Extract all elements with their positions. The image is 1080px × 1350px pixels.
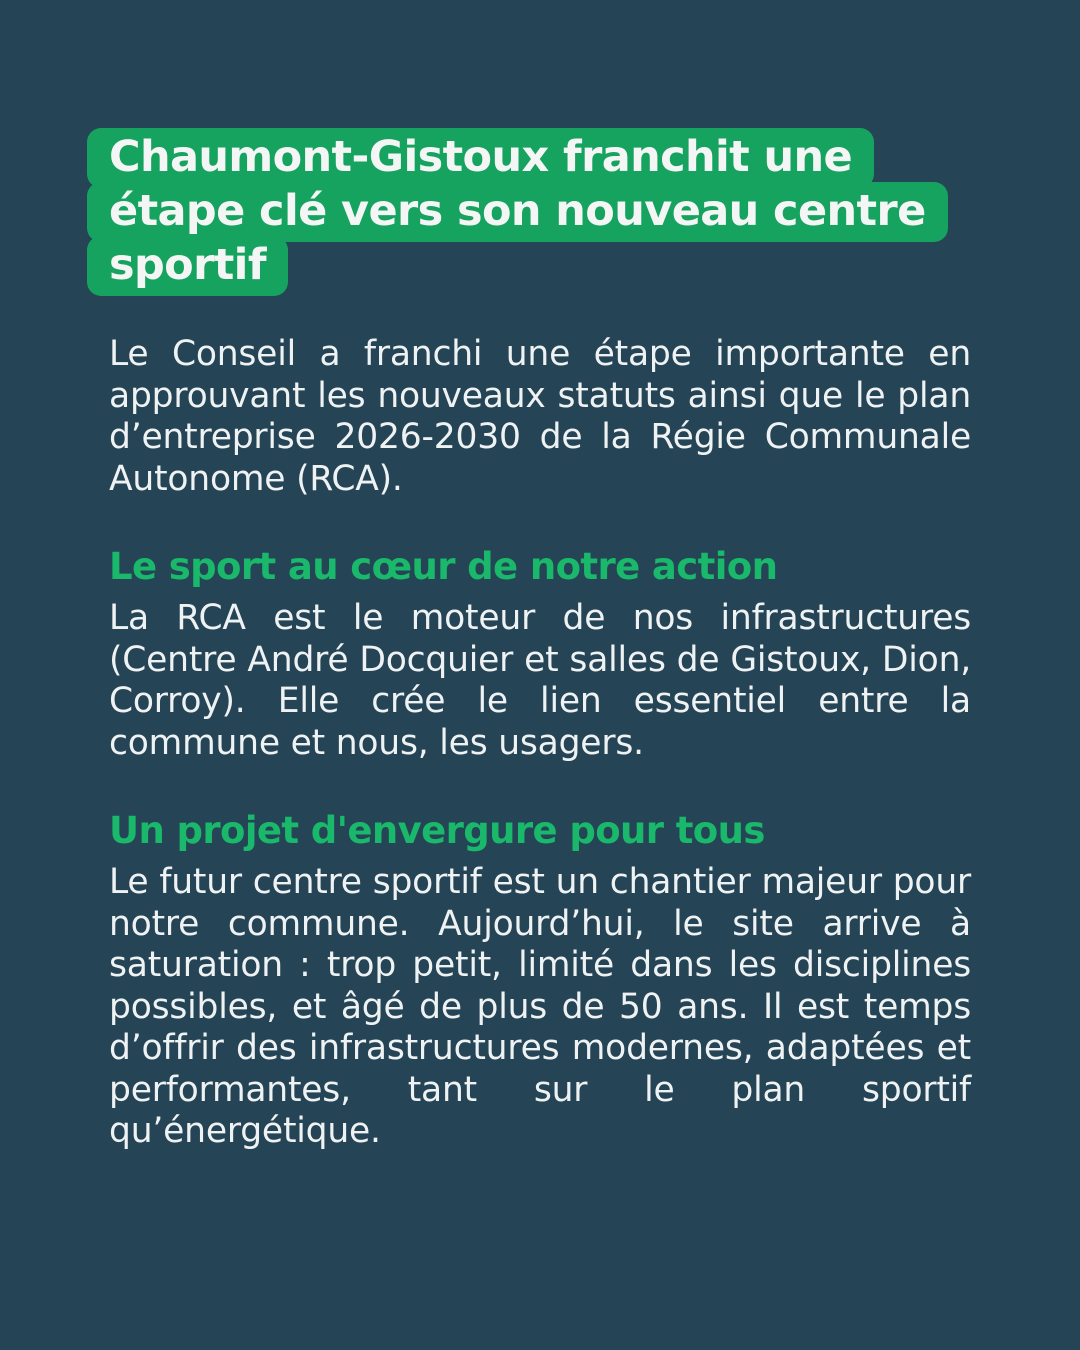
section-heading: Un projet d'envergure pour tous: [109, 809, 765, 852]
section-paragraph: La RCA est le moteur de nos infrastructures (Centre André Docquier et salles de Gistoux, Dion, Corroy). Elle crée le lien essentiel entre la commune et nous, les usagers.: [109, 598, 971, 763]
headline-container: [87, 130, 971, 292]
section-sport-action: [109, 544, 971, 764]
section-paragraph: Le futur centre sportif est un chantier majeur pour notre commune. Aujourd’hui, le site arrive à saturation : trop petit, limité dans les disciplines possibles, et âgé de plus de 50 ans. Il est temps d’offrir des infrastructures modernes, adaptées et performantes, tant sur le plan sportif qu’énergétique.: [109, 862, 971, 1151]
headline: Chaumont-Gistoux franchit une étape clé vers son nouveau centre sportif: [87, 128, 948, 296]
intro-paragraph: Le Conseil a franchi une étape importante en approuvant les nouveaux statuts ainsi que le plan d’entreprise 2026-2030 de la Régie Communale Autonome (RCA).: [109, 334, 971, 499]
article: [109, 130, 971, 1153]
section-heading: Le sport au cœur de notre action: [109, 545, 778, 588]
section-project: [109, 808, 971, 1153]
